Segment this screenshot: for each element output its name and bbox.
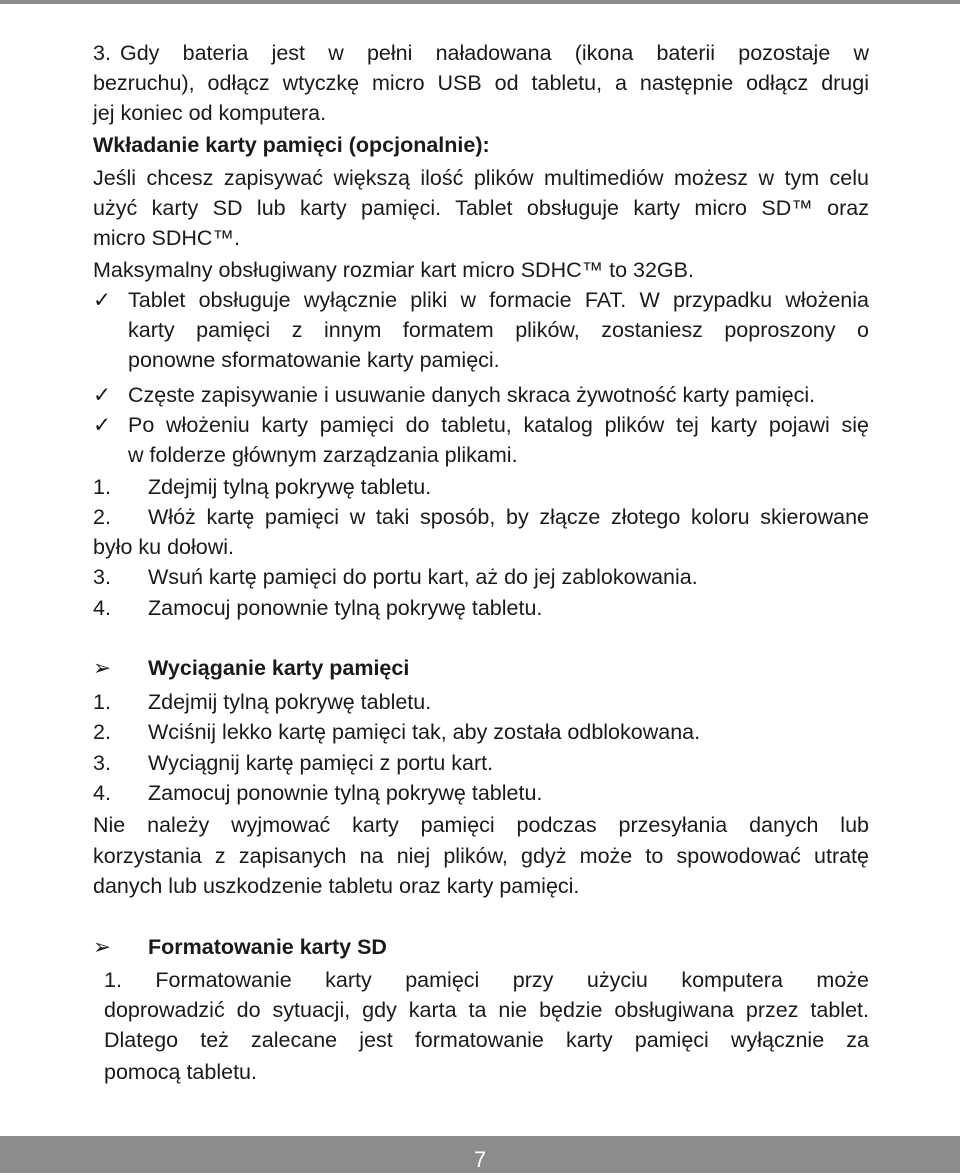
top-rule xyxy=(0,0,960,4)
paragraph-line: Dlatego też zalecane jest formatowanie karty pamięci wyłącznie za xyxy=(104,1028,869,1052)
step-text: Zdejmij tylną pokrywę tabletu. xyxy=(148,475,432,499)
max-size-note: Maksymalny obsługiwany rozmiar kart micro SDHC™ to 32GB. xyxy=(93,258,694,282)
paragraph-line: Jeśli chcesz zapisywać większą ilość plików multimediów możesz w tym celu xyxy=(93,166,869,190)
paragraph-line: doprowadzić do sytuacji, gdy karta ta nie będzie obsługiwana przez tablet. xyxy=(104,998,869,1022)
paragraph-line: jej koniec od komputera. xyxy=(93,101,327,125)
step-text: Zamocuj ponownie tylną pokrywę tabletu. xyxy=(148,596,543,620)
section-heading: Wyciąganie karty pamięci xyxy=(148,656,410,680)
step-text: Wyciągnij kartę pamięci z portu kart. xyxy=(148,751,494,775)
step-number: 3. xyxy=(93,41,111,65)
step-text: Zdejmij tylną pokrywę tabletu. xyxy=(148,690,432,714)
step-text-continuation: było ku dołowi. xyxy=(93,535,235,559)
step-number: 4. xyxy=(93,596,111,620)
step-number: 2. xyxy=(93,720,111,744)
step-text: Wciśnij lekko kartę pamięci tak, aby została odblokowana. xyxy=(148,720,701,744)
step-text: Włóż kartę pamięci w taki sposób, by złącze złotego koloru skierowane xyxy=(148,505,869,529)
section-heading: Wkładanie karty pamięci (opcjonalnie): xyxy=(93,133,490,157)
paragraph-line: użyć karty SD lub karty pamięci. Tablet obsługuje karty micro SD™ oraz xyxy=(93,196,869,220)
checklist-line: ponowne sformatowanie karty pamięci. xyxy=(128,348,500,372)
step-text: Zamocuj ponownie tylną pokrywę tabletu. xyxy=(148,781,543,805)
arrow-bullet-icon: ➢ xyxy=(93,656,112,680)
warning-line: danych lub uszkodzenie tabletu oraz karty pamięci. xyxy=(93,874,580,898)
page-number: 7 xyxy=(473,1147,487,1172)
warning-line: korzystania z zapisanych na niej plików, gdyż może to spowodować utratę xyxy=(93,844,869,868)
warning-line: Nie należy wyjmować karty pamięci podczas przesyłania danych lub xyxy=(93,813,869,837)
paragraph-line: 1. Formatowanie karty pamięci przy użyciu komputera może xyxy=(104,968,869,992)
step-text: Wsuń kartę pamięci do portu kart, aż do jej zablokowania. xyxy=(148,565,698,589)
checklist-line: Tablet obsługuje wyłącznie pliki w formacie FAT. W przypadku włożenia xyxy=(128,288,869,312)
section-heading: Formatowanie karty SD xyxy=(148,935,387,959)
check-mark-icon: ✓ xyxy=(93,413,112,437)
step-number: 1. xyxy=(93,475,111,499)
checklist-line: Po włożeniu karty pamięci do tabletu, katalog plików tej karty pojawi się xyxy=(128,413,869,437)
step-number: 3. xyxy=(93,751,111,775)
check-mark-icon: ✓ xyxy=(93,288,112,312)
checklist-line: karty pamięci z innym formatem plików, zostaniesz poproszony o xyxy=(128,318,869,342)
paragraph-line: Gdy bateria jest w pełni naładowana (ikona baterii pozostaje w xyxy=(120,41,869,65)
step-number: 4. xyxy=(93,781,111,805)
check-mark-icon: ✓ xyxy=(93,383,112,407)
checklist-line: w folderze głównym zarządzania plikami. xyxy=(128,443,518,467)
paragraph-line: bezruchu), odłącz wtyczkę micro USB od tabletu, a następnie odłącz drugi xyxy=(93,71,869,95)
step-number: 2. xyxy=(93,505,111,529)
step-number: 3. xyxy=(93,565,111,589)
checklist-line: Częste zapisywanie i usuwanie danych skraca żywotność karty pamięci. xyxy=(128,383,816,407)
paragraph-line: micro SDHC™. xyxy=(93,226,240,250)
step-number: 1. xyxy=(93,690,111,714)
arrow-bullet-icon: ➢ xyxy=(93,935,112,959)
paragraph-line: pomocą tabletu. xyxy=(104,1060,257,1084)
